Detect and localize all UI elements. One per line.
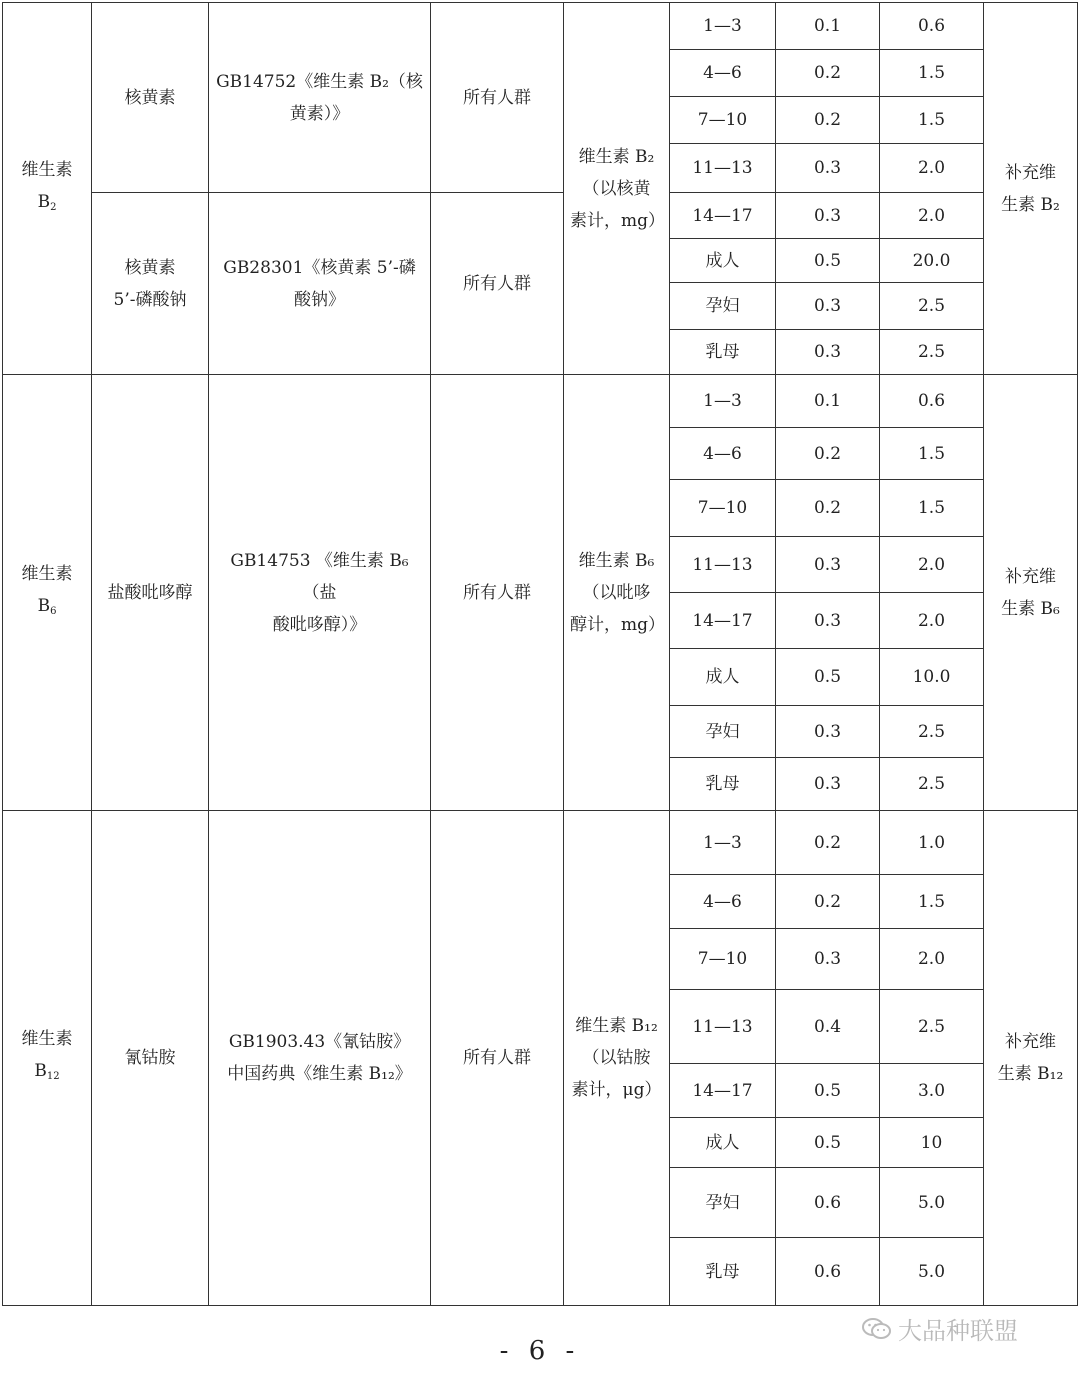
wechat-icon xyxy=(862,1317,892,1341)
function-text: 补充维 xyxy=(1005,162,1056,183)
nutrient-name: 维生素 xyxy=(21,563,73,584)
table-row xyxy=(3,3,1078,50)
standard-cell xyxy=(209,375,431,811)
nutrient-cell xyxy=(3,3,92,375)
standard-text: GB28301《核黄素 5’-磷 xyxy=(223,257,416,278)
age-cell: 11—13 xyxy=(670,144,776,193)
max-value-cell: 1.5 xyxy=(880,875,984,929)
min-value-cell: 0.3 xyxy=(776,758,880,811)
age-cell: 7—10 xyxy=(670,480,776,537)
age-cell: 成人 xyxy=(670,649,776,706)
max-value-cell: 10.0 xyxy=(880,649,984,706)
min-value-cell: 0.2 xyxy=(776,428,880,480)
min-value-cell: 0.5 xyxy=(776,1064,880,1118)
nutrient-letter: B xyxy=(37,191,51,212)
min-value-cell: 0.5 xyxy=(776,649,880,706)
age-cell: 11—13 xyxy=(670,537,776,593)
compound-name: 氰钴胺 xyxy=(124,1048,176,1068)
min-value-cell: 0.2 xyxy=(776,875,880,929)
max-value-cell: 10 xyxy=(880,1118,984,1168)
watermark xyxy=(862,1311,1018,1346)
table-row xyxy=(3,375,1078,428)
compound-name-cell xyxy=(92,811,209,1306)
min-value-cell: 0.3 xyxy=(776,144,880,193)
age-cell: 4—6 xyxy=(670,50,776,97)
standard-cell xyxy=(209,193,431,375)
nutrient-cell xyxy=(3,375,92,811)
max-value-cell: 5.0 xyxy=(880,1238,984,1306)
max-value-cell: 20.0 xyxy=(880,239,984,283)
population-cell xyxy=(431,193,564,375)
age-cell: 成人 xyxy=(670,239,776,283)
age-cell: 7—10 xyxy=(670,97,776,144)
page-number: - 6 - xyxy=(499,1336,581,1366)
max-value-cell: 1.5 xyxy=(880,97,984,144)
unit-text: 维生素 B₆ xyxy=(578,550,655,571)
compound-name: 盐酸吡哆醇 xyxy=(107,582,193,603)
compound-name-cell xyxy=(92,193,209,375)
function-text: 生素 B₆ xyxy=(1001,598,1060,619)
age-cell: 孕妇 xyxy=(670,706,776,758)
population-text: 所有人群 xyxy=(463,582,531,603)
min-value-cell: 0.2 xyxy=(776,50,880,97)
max-value-cell: 2.0 xyxy=(880,593,984,649)
max-value-cell: 5.0 xyxy=(880,1168,984,1238)
min-value-cell: 0.1 xyxy=(776,375,880,428)
watermark-text: 大品种联盟 xyxy=(898,1317,1018,1345)
nutrient-name: 维生素 xyxy=(21,1029,73,1049)
age-cell: 乳母 xyxy=(670,1238,776,1306)
nutrient-subscript: 2 xyxy=(50,201,57,213)
population-text: 所有人群 xyxy=(463,87,531,108)
function-text: 生素 B₂ xyxy=(1001,194,1060,215)
age-cell: 14—17 xyxy=(670,593,776,649)
nutrient-name: 维生素 xyxy=(21,159,73,180)
min-value-cell: 0.3 xyxy=(776,283,880,330)
age-cell: 11—13 xyxy=(670,990,776,1064)
max-value-cell: 0.6 xyxy=(880,375,984,428)
age-cell: 1—3 xyxy=(670,375,776,428)
standard-text: 黄素）》 xyxy=(289,103,350,124)
function-cell xyxy=(984,3,1078,375)
standard-text: GB14753 《维生素 B₆（盐 xyxy=(230,550,409,603)
unit-cell xyxy=(564,3,670,375)
min-value-cell: 0.3 xyxy=(776,193,880,239)
compound-name: 5’-磷酸钠 xyxy=(113,289,187,310)
unit-cell xyxy=(564,375,670,811)
compound-name: 核黄素 xyxy=(124,87,176,108)
age-cell: 孕妇 xyxy=(670,283,776,330)
age-cell: 4—6 xyxy=(670,428,776,480)
max-value-cell: 2.0 xyxy=(880,929,984,990)
unit-text: 醇计，mg） xyxy=(570,614,666,635)
compound-name: 核黄素 xyxy=(124,257,176,278)
table-row xyxy=(3,811,1078,875)
age-cell: 14—17 xyxy=(670,1064,776,1118)
standard-cell xyxy=(209,811,431,1306)
nutrient-subscript: 6 xyxy=(50,605,57,617)
max-value-cell: 1.5 xyxy=(880,480,984,537)
min-value-cell: 0.2 xyxy=(776,97,880,144)
age-cell: 1—3 xyxy=(670,3,776,50)
population-cell xyxy=(431,3,564,193)
max-value-cell: 0.6 xyxy=(880,3,984,50)
max-value-cell: 2.5 xyxy=(880,330,984,375)
unit-cell xyxy=(564,811,670,1306)
age-cell: 4—6 xyxy=(670,875,776,929)
standard-text: GB1903.43《氰钴胺》 xyxy=(228,1032,411,1052)
standard-text: 酸钠》 xyxy=(294,289,345,310)
nutrient-letter: B xyxy=(37,595,51,616)
max-value-cell: 1.5 xyxy=(880,428,984,480)
compound-name-cell xyxy=(92,3,209,193)
standard-text: GB14752《维生素 B₂（核 xyxy=(216,71,423,92)
function-text: 补充维 xyxy=(1005,566,1056,587)
unit-text: （以钴胺 xyxy=(582,1048,651,1068)
min-value-cell: 0.1 xyxy=(776,3,880,50)
min-value-cell: 0.3 xyxy=(776,929,880,990)
min-value-cell: 0.2 xyxy=(776,480,880,537)
age-cell: 成人 xyxy=(670,1118,776,1168)
nutrient-subscript: 12 xyxy=(46,1071,60,1082)
function-text: 生素 B₁₂ xyxy=(997,1064,1064,1084)
max-value-cell: 2.0 xyxy=(880,537,984,593)
max-value-cell: 2.5 xyxy=(880,706,984,758)
population-cell xyxy=(431,811,564,1306)
max-value-cell: 2.5 xyxy=(880,758,984,811)
age-cell: 7—10 xyxy=(670,929,776,990)
age-cell: 乳母 xyxy=(670,758,776,811)
min-value-cell: 0.3 xyxy=(776,330,880,375)
population-cell xyxy=(431,375,564,811)
max-value-cell: 2.5 xyxy=(880,990,984,1064)
min-value-cell: 0.5 xyxy=(776,239,880,283)
unit-text: 维生素 B₂ xyxy=(578,146,655,167)
min-value-cell: 0.6 xyxy=(776,1238,880,1306)
population-text: 所有人群 xyxy=(463,273,531,294)
min-value-cell: 0.3 xyxy=(776,537,880,593)
min-value-cell: 0.2 xyxy=(776,811,880,875)
function-cell xyxy=(984,375,1078,811)
unit-text: （以吡哆 xyxy=(582,582,651,603)
unit-text: 维生素 B₁₂ xyxy=(575,1016,658,1036)
standard-text: 中国药典《维生素 B₁₂》 xyxy=(227,1064,412,1084)
max-value-cell: 1.5 xyxy=(880,50,984,97)
nutrient-table xyxy=(2,2,1078,1306)
min-value-cell: 0.6 xyxy=(776,1168,880,1238)
min-value-cell: 0.3 xyxy=(776,706,880,758)
table-row xyxy=(3,193,1078,239)
min-value-cell: 0.3 xyxy=(776,593,880,649)
compound-name-cell xyxy=(92,375,209,811)
standard-text: 酸吡哆醇）》 xyxy=(272,614,367,635)
population-text: 所有人群 xyxy=(463,1048,531,1068)
nutrient-cell xyxy=(3,811,92,1306)
age-cell: 孕妇 xyxy=(670,1168,776,1238)
age-cell: 14—17 xyxy=(670,193,776,239)
unit-text: 素计，μg） xyxy=(571,1080,662,1100)
nutrient-letter: B xyxy=(34,1061,47,1081)
min-value-cell: 0.4 xyxy=(776,990,880,1064)
max-value-cell: 2.0 xyxy=(880,193,984,239)
unit-text: （以核黄 xyxy=(582,178,651,199)
function-text: 补充维 xyxy=(1005,1032,1056,1052)
max-value-cell: 3.0 xyxy=(880,1064,984,1118)
age-cell: 1—3 xyxy=(670,811,776,875)
max-value-cell: 2.5 xyxy=(880,283,984,330)
unit-text: 素计，mg） xyxy=(570,210,666,231)
min-value-cell: 0.5 xyxy=(776,1118,880,1168)
function-cell xyxy=(984,811,1078,1306)
standard-cell xyxy=(209,3,431,193)
max-value-cell: 2.0 xyxy=(880,144,984,193)
age-cell: 乳母 xyxy=(670,330,776,375)
max-value-cell: 1.0 xyxy=(880,811,984,875)
